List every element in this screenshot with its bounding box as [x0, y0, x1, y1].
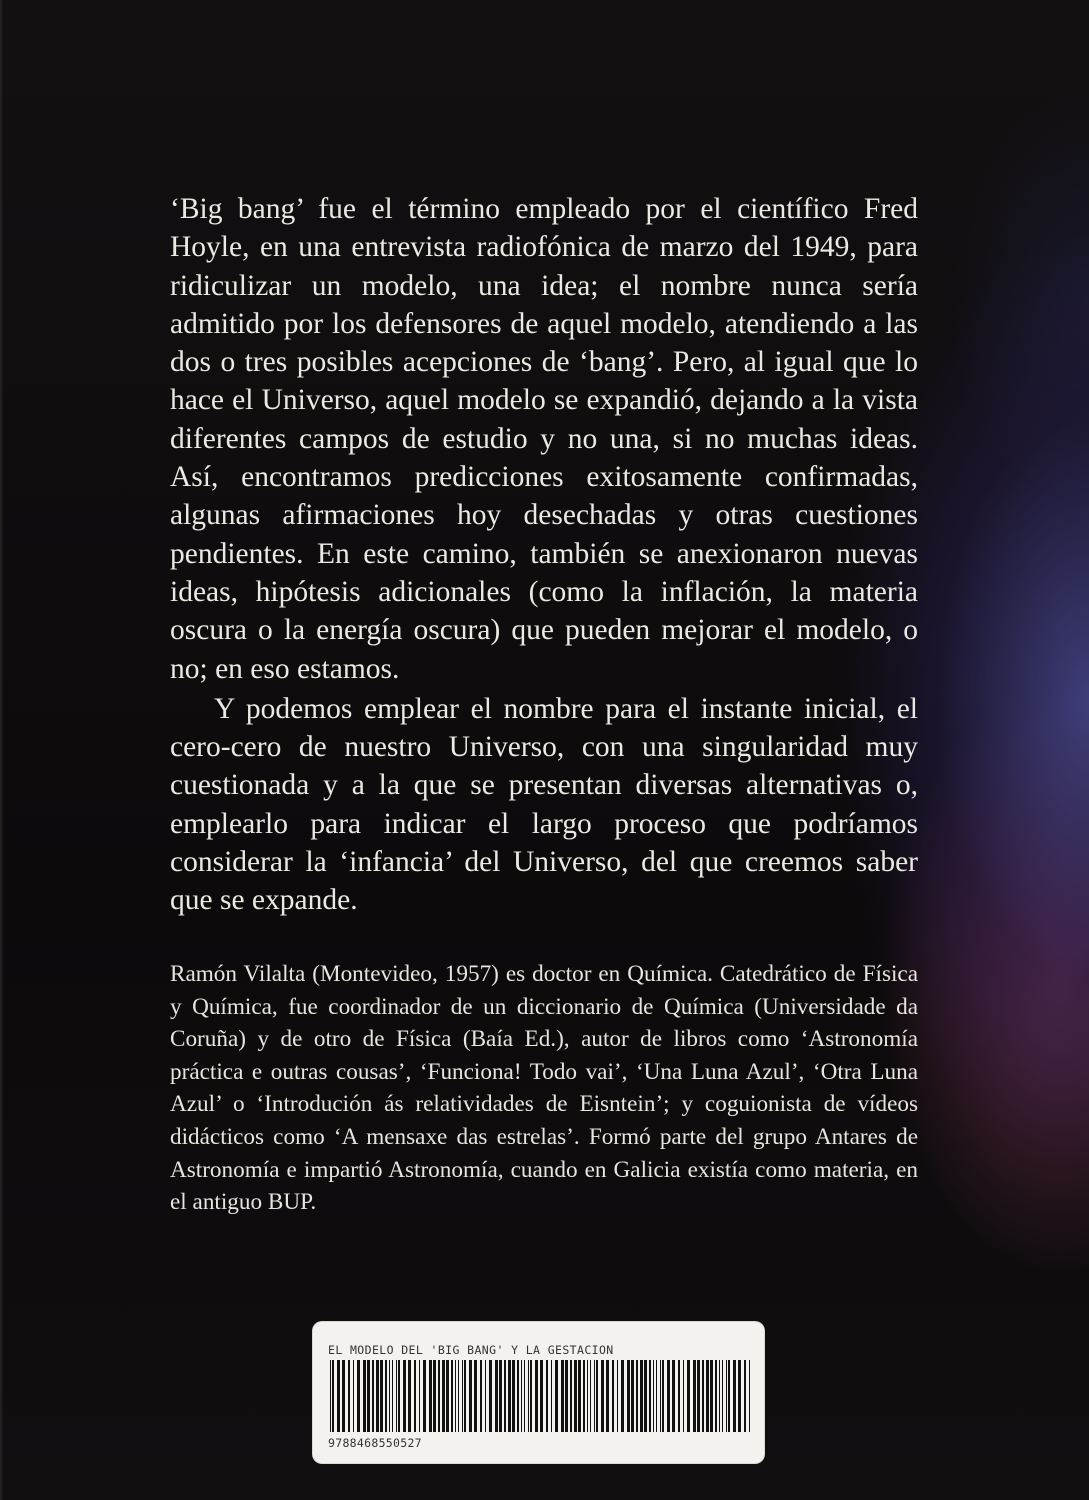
barcode-bar: [687, 1360, 690, 1432]
barcode-bar: [372, 1360, 374, 1432]
barcode-bar: [683, 1360, 684, 1432]
barcode-bar: [733, 1360, 736, 1432]
barcode-bar: [612, 1360, 614, 1432]
barcode-bar: [530, 1360, 532, 1432]
blurb: [170, 190, 918, 920]
label-isbn: 9788468550527: [328, 1436, 422, 1450]
barcode-bar: [667, 1360, 670, 1432]
barcode-bar: [408, 1360, 411, 1432]
barcode-bar: [389, 1360, 390, 1432]
barcode-bar: [480, 1360, 482, 1432]
barcode-bar: [719, 1360, 720, 1432]
barcode-bar: [738, 1360, 741, 1432]
barcode-bar: [570, 1360, 572, 1432]
barcode-bar: [617, 1360, 618, 1432]
barcode-bar: [662, 1360, 664, 1432]
barcode-bar: [644, 1360, 647, 1432]
blurb-paragraph-2: Y podemos emplear el nombre para el instante inicial, el cero-cero de nuestro Universo, con una singularidad muy cuestionada y a la que se presentan diversas alternativas o, emplearlo para indicar el largo proceso que podríamos considerar la ‘infancia’ del Universo, del que creemos saber que se expande.: [170, 692, 918, 917]
barcode-bar: [594, 1360, 595, 1432]
barcode-bar: [565, 1360, 568, 1432]
barcode-bar: [540, 1360, 543, 1432]
barcode-bar: [653, 1360, 654, 1432]
barcode-bar: [524, 1360, 525, 1432]
barcode-bar: [337, 1360, 340, 1432]
barcode-bar: [574, 1360, 577, 1432]
barcode-bar: [528, 1360, 529, 1432]
barcode-bar: [474, 1360, 477, 1432]
barcode-bar: [508, 1360, 511, 1432]
barcode-bar: [578, 1360, 581, 1432]
barcode-bar: [458, 1360, 459, 1432]
barcode-bar: [357, 1360, 360, 1432]
cover-edge: [0, 0, 4, 1500]
barcode-bar: [636, 1360, 638, 1432]
barcode-bar: [332, 1360, 334, 1432]
barcode-bar: [678, 1360, 680, 1432]
barcode-bar: [726, 1360, 727, 1432]
label-title: EL MODELO DEL 'BIG BANG' Y LA GESTACION: [328, 1343, 614, 1357]
barcode-bar: [499, 1360, 502, 1432]
barcode-bar: [590, 1360, 591, 1432]
barcode-bar: [587, 1360, 588, 1432]
barcode-bar: [495, 1360, 498, 1432]
barcode-bar: [353, 1360, 354, 1432]
barcode-bar: [451, 1360, 453, 1432]
barcode-bar: [342, 1360, 345, 1432]
barcode-bar: [546, 1360, 548, 1432]
barcode-bar: [606, 1360, 609, 1432]
barcode-bar: [446, 1360, 449, 1432]
barcode-bar: [660, 1360, 661, 1432]
barcode-bar: [376, 1360, 379, 1432]
barcode-bar: [744, 1360, 746, 1432]
barcode-bar: [438, 1360, 440, 1432]
barcode-bar: [464, 1360, 466, 1432]
barcode-bar: [535, 1360, 538, 1432]
barcode-bar: [621, 1360, 624, 1432]
barcode-bar: [710, 1360, 713, 1432]
barcode-bar: [330, 1360, 331, 1432]
barcode-bar: [561, 1360, 564, 1432]
barcode-bar: [462, 1360, 463, 1432]
barcode-bar: [521, 1360, 522, 1432]
barcode-bar: [517, 1360, 519, 1432]
barcode-bar: [555, 1360, 558, 1432]
barcode-bar: [697, 1360, 700, 1432]
barcode-bar: [403, 1360, 406, 1432]
barcode-bar: [656, 1360, 657, 1432]
barcode-bar: [385, 1360, 387, 1432]
barcode-bar: [672, 1360, 675, 1432]
barcode-bar: [423, 1360, 426, 1432]
barcode-bar: [398, 1360, 400, 1432]
barcode-bar: [363, 1360, 366, 1432]
barcode-bar: [414, 1360, 416, 1432]
barcode-bar: [715, 1360, 717, 1432]
barcode-bar: [601, 1360, 604, 1432]
barcode: [328, 1360, 754, 1432]
barcode-bar: [485, 1360, 486, 1432]
barcode-bar: [489, 1360, 492, 1432]
barcode-bar: [433, 1360, 436, 1432]
barcode-bar: [429, 1360, 432, 1432]
barcode-bar: [749, 1360, 750, 1432]
barcode-bar: [504, 1360, 506, 1432]
barcode-bar: [396, 1360, 397, 1432]
author-bio: Ramón Vilalta (Montevideo, 1957) es doctor en Química. Catedrático de Física y Química, fue coordinador de un diccionario de Química (Universidade da Coruña) y de otro de Física (Baía Ed.), autor de libros como ‘Astronomía práctica e outras cousas’, ‘Funciona! Todo vai’, ‘Una Luna Azul’, ‘Otra Luna Azul’ o ‘Introdución ás relatividades de Eisntein’; y coguionista de vídeos didácticos como ‘A mensaxe das estrelas’. Formó parte del grupo Antares de Astronomía e impartió Astronomía, cuando en Galicia existía como materia, en el antiguo BUP.: [170, 961, 918, 1216]
barcode-bar: [728, 1360, 730, 1432]
barcode-bar: [419, 1360, 420, 1432]
barcode-bar: [693, 1360, 696, 1432]
barcode-bar: [640, 1360, 643, 1432]
barcode-bar: [631, 1360, 634, 1432]
barcode-bar: [392, 1360, 393, 1432]
barcode-bar: [649, 1360, 651, 1432]
barcode-bar: [469, 1360, 472, 1432]
barcode-bar: [380, 1360, 383, 1432]
barcode-bar: [722, 1360, 723, 1432]
barcode-bar: [367, 1360, 370, 1432]
barcode-bar: [596, 1360, 598, 1432]
barcode-bar: [706, 1360, 709, 1432]
barcode-bar: [702, 1360, 704, 1432]
barcode-bar: [442, 1360, 445, 1432]
price-label-sticker: [313, 1322, 764, 1463]
barcode-bar: [583, 1360, 585, 1432]
barcode-bar: [512, 1360, 515, 1432]
barcode-bar: [455, 1360, 456, 1432]
blurb-paragraph-1: ‘Big bang’ fue el término empleado por el científico Fred Hoyle, en una entrevista radiofónica de marzo del 1949, para ridiculizar un modelo, una idea; el nombre nunca sería admitido por los defensores de aquel modelo, atendiendo a las dos o tres posibles acepciones de ‘bang’. Pero, al igual que lo hace el Universo, aquel modelo se expandió, dejando a la vista diferentes campos de estudio y no una, si no muchas ideas. Así, encontramos predicciones exitosamente confirmadas, algunas afirmaciones hoy desechadas y otras cuestiones pendientes. En este camino, también se anexionaron nuevas ideas, hipótesis adicionales (como la inflación, la materia oscura o la energía oscura) que pueden mejorar el modelo, o no; en eso estamos.: [170, 193, 918, 685]
barcode-bar: [551, 1360, 552, 1432]
barcode-bar: [348, 1360, 350, 1432]
barcode-bar: [627, 1360, 630, 1432]
